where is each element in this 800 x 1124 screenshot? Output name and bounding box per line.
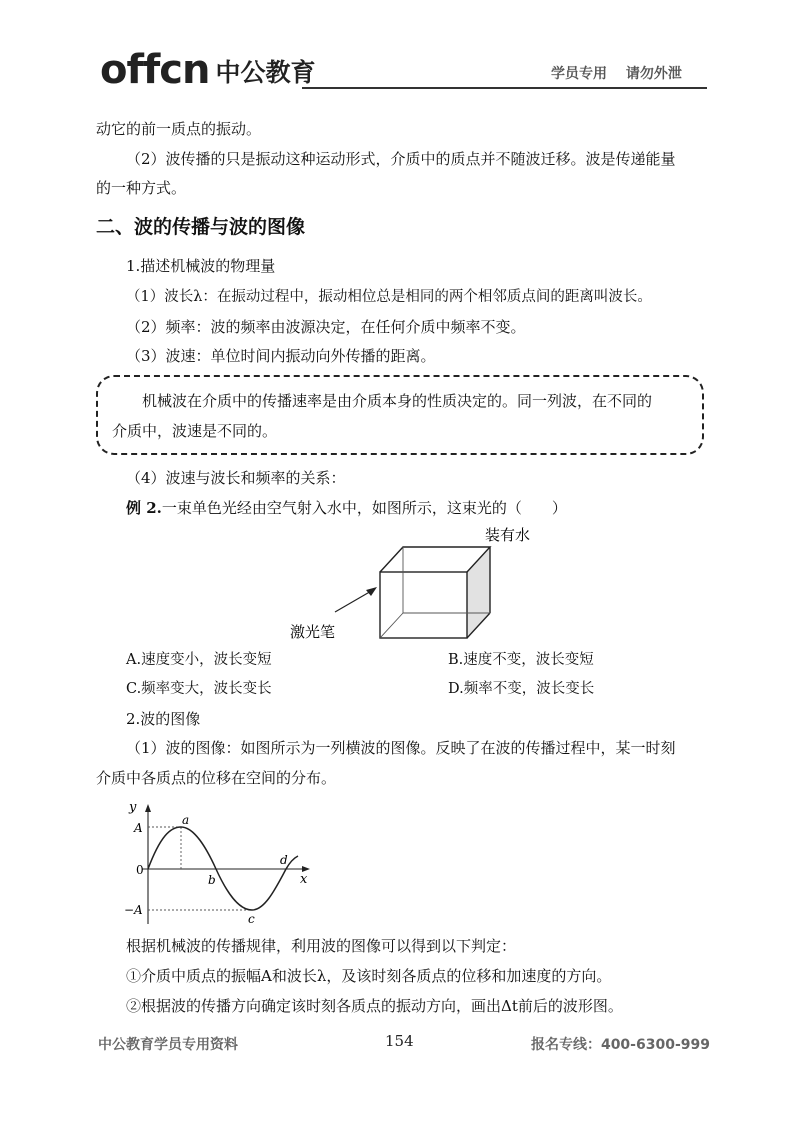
- logo-latin: offcn: [100, 47, 210, 93]
- header-tags: [551, 63, 682, 83]
- example-text: 一束单色光经由空气射入水中，如图所示，这束光的（ ）: [161, 499, 567, 517]
- label-point-c: c: [248, 912, 255, 926]
- label-water: 装有水: [485, 526, 531, 544]
- box-hidden-edge-d: [380, 613, 403, 638]
- item-wavelength: （1）波长λ：在振动过程中，振动相位总是相同的两个相邻质点间的距离叫波长。: [126, 289, 652, 305]
- logo-chinese: 中公教育: [215, 58, 316, 87]
- label-laser: 激光笔: [290, 623, 336, 641]
- label-y: y: [129, 802, 137, 815]
- body-line-2: （2）波传播的只是振动这种运动形式，介质中的质点并不随波迁移。波是传递能量: [126, 150, 676, 168]
- subsection-2-title: 2.波的图像: [126, 710, 201, 728]
- option-a: A.速度变小，波长变短: [126, 652, 272, 668]
- y-axis-arrow: [145, 804, 151, 812]
- label-point-d: d: [280, 853, 288, 867]
- transverse-wave-graph: [122, 802, 322, 927]
- note-line-1: 机械波在介质中的传播速率是由介质本身的性质决定的。同一列波，在不同的: [142, 392, 653, 410]
- item-frequency: （2）频率：波的频率由波源决定，在任何介质中频率不变。: [126, 318, 526, 336]
- label-negative-amplitude: −A: [124, 903, 143, 917]
- body-line-1: 动它的前一质点的振动。: [96, 120, 262, 138]
- option-d: D.频率不变，波长变长: [448, 681, 595, 697]
- option-b: B.速度不变，波长变短: [448, 652, 594, 668]
- brand-logo: [100, 42, 316, 93]
- label-point-b: b: [208, 873, 216, 887]
- label-amplitude: A: [134, 821, 143, 835]
- footer-left: 中公教育学员专用资料: [98, 1037, 238, 1053]
- water-box-figure: [280, 520, 570, 650]
- footer-right: 报名专线：400-6300-999: [530, 1037, 710, 1053]
- judgement-1: ①介质中质点的振幅A和波长λ，及该时刻各质点的位移和加速度的方向。: [126, 967, 612, 985]
- judgement-intro: 根据机械波的传播规律，利用波的图像可以得到以下判定：: [126, 937, 517, 955]
- subsection-1-title: 1.描述机械波的物理量: [126, 257, 276, 275]
- label-x: x: [300, 872, 308, 887]
- note-line-2: 介质中，波速是不同的。: [112, 422, 278, 440]
- laser-arrow-head: [366, 587, 377, 596]
- box-side-shade: [467, 547, 490, 638]
- laser-arrow-line: [335, 590, 373, 612]
- tag-confidential: 请勿外泄: [625, 66, 682, 82]
- wave-description-line-1: （1）波的图像：如图所示为一列横波的图像。反映了在波的传播过程中，某一时刻: [126, 739, 676, 757]
- judgement-2: ②根据波的传播方向确定该时刻各质点的振动方向，画出Δt前后的波形图。: [126, 997, 623, 1015]
- example-label: 例 2.: [126, 499, 162, 517]
- tag-student-only: 学员专用: [551, 66, 607, 82]
- box-front-face: [380, 572, 467, 638]
- page-number: 154: [385, 1032, 414, 1050]
- section-title: 二、波的传播与波的图像: [96, 216, 306, 238]
- label-origin: 0: [136, 863, 144, 877]
- header-rule: [302, 87, 707, 89]
- item-wave-speed: （3）波速：单位时间内振动向外传播的距离。: [126, 347, 436, 365]
- body-line-3: 的一种方式。: [96, 179, 187, 197]
- option-c: C.频率变大，波长变长: [126, 681, 272, 697]
- label-point-a: a: [182, 813, 190, 827]
- example-question: [126, 495, 736, 521]
- wave-description-line-2: 介质中各质点的位移在空间的分布。: [96, 769, 337, 787]
- item-relation: （4）波速与波长和频率的关系：: [126, 469, 346, 487]
- note-text: [112, 386, 697, 446]
